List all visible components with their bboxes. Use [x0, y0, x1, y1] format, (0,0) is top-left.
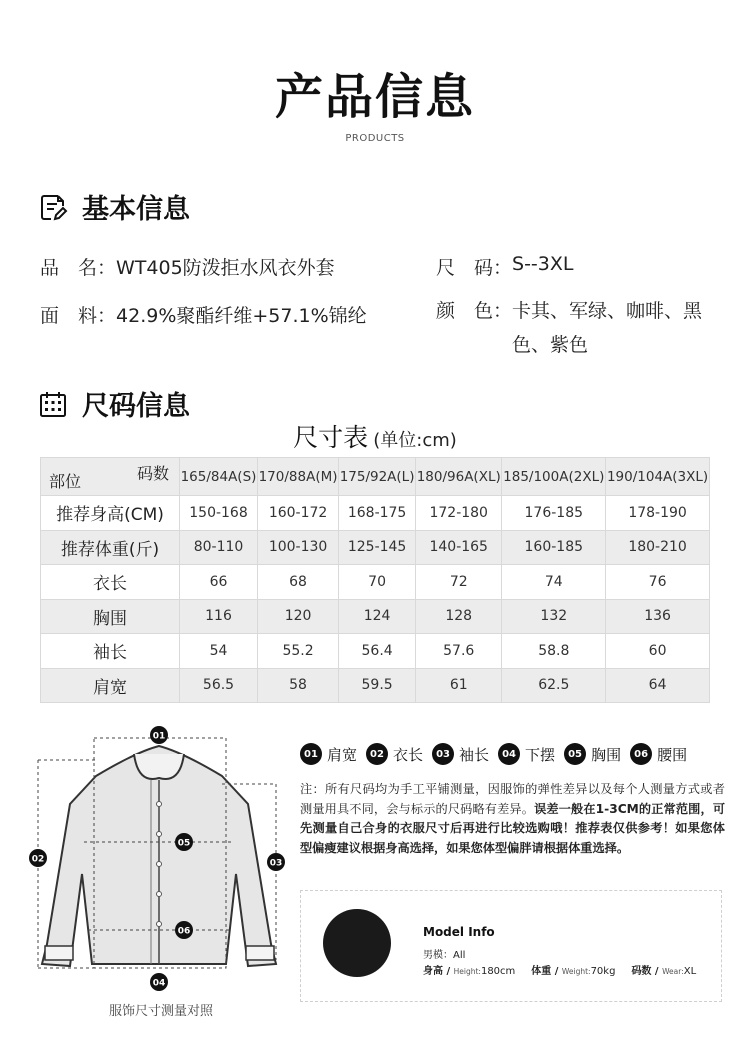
row-label: 胸围	[41, 599, 180, 634]
table-cell: 55.2	[258, 634, 339, 669]
table-cell: 58.8	[502, 634, 606, 669]
table-cell: 58	[258, 668, 339, 703]
size-table	[40, 457, 710, 703]
legend-label: 下摆	[525, 745, 556, 764]
table-cell: 150-168	[180, 496, 258, 531]
size-table-title-text: 尺寸表	[293, 423, 369, 452]
table-cell: 66	[180, 565, 258, 600]
model-avatar	[323, 909, 391, 977]
product-name-value: WT405防泼拒水风衣外套	[116, 257, 335, 279]
size-column-header: 185/100A(2XL)	[502, 458, 606, 496]
legend-label: 袖长	[459, 745, 490, 764]
table-cell: 76	[606, 565, 710, 600]
legend-item	[366, 743, 423, 765]
legend-item	[432, 743, 489, 765]
size-range-label: 尺 码：	[436, 257, 513, 279]
basic-info-heading-text: 基本信息	[82, 194, 190, 225]
table-cell: 120	[258, 599, 339, 634]
table-cell: 64	[606, 668, 710, 703]
jacket-outline	[26, 724, 296, 1004]
table-cell: 178-190	[606, 496, 710, 531]
table-row	[41, 599, 710, 634]
legend-label: 衣长	[393, 745, 424, 764]
table-row	[41, 634, 710, 669]
row-label: 肩宽	[41, 668, 180, 703]
basic-info-heading	[38, 187, 190, 226]
table-cell: 72	[416, 565, 502, 600]
svg-text:01: 01	[152, 731, 166, 742]
marker-05	[175, 833, 193, 851]
color-row	[436, 294, 712, 362]
product-name-label: 品 名：	[40, 257, 117, 279]
legend-item	[498, 743, 555, 765]
table-row	[41, 565, 710, 600]
table-cell: 124	[339, 599, 416, 634]
corner-part-label: 部位	[49, 472, 82, 491]
table-cell: 56.4	[339, 634, 416, 669]
legend-number-badge: 01	[300, 743, 322, 765]
svg-text:04: 04	[152, 978, 166, 989]
size-range-value: S--3XL	[512, 253, 574, 275]
table-row	[41, 530, 710, 565]
fabric-row	[40, 301, 367, 328]
jacket-collar	[134, 754, 184, 779]
legend-label: 肩宽	[327, 745, 358, 764]
right-cuff	[246, 946, 274, 960]
table-cell: 180-210	[606, 530, 710, 565]
fabric-value: 42.9%聚酯纤维+57.1%锦纶	[116, 305, 367, 327]
size-table-title	[0, 418, 750, 454]
corner-size-label: 码数	[136, 464, 169, 483]
row-label: 推荐身高(CM)	[41, 496, 180, 531]
legend-number-badge: 03	[432, 743, 454, 765]
size-column-header: 180/96A(XL)	[416, 458, 502, 496]
size-column-header: 175/92A(L)	[339, 458, 416, 496]
marker-02	[29, 849, 47, 867]
size-table-header-row	[41, 458, 710, 496]
model-height: 身高 / Height:180cm	[423, 966, 516, 977]
measurement-legend	[300, 743, 696, 765]
button	[157, 892, 162, 897]
table-cell: 70	[339, 565, 416, 600]
table-cell: 100-130	[258, 530, 339, 565]
table-cell: 125-145	[339, 530, 416, 565]
color-label: 颜 色：	[436, 300, 513, 322]
row-label: 推荐体重(斤)	[41, 530, 180, 565]
page-subtitle: PRODUCTS	[345, 133, 405, 144]
marker-04	[150, 973, 168, 991]
model-gender: 男模：All	[423, 950, 466, 961]
table-cell: 57.6	[416, 634, 502, 669]
calendar-grid-icon	[38, 389, 68, 419]
size-column-header: 165/84A(S)	[180, 458, 258, 496]
button	[157, 802, 162, 807]
legend-number-badge: 02	[366, 743, 388, 765]
size-column-header: 190/104A(3XL)	[606, 458, 710, 496]
row-label: 袖长	[41, 634, 180, 669]
table-cell: 61	[416, 668, 502, 703]
table-cell: 62.5	[502, 668, 606, 703]
model-weight: 体重 / Weight:70kg	[531, 966, 616, 977]
table-cell: 168-175	[339, 496, 416, 531]
table-cell: 80-110	[180, 530, 258, 565]
marker-06	[175, 921, 193, 939]
table-row	[41, 668, 710, 703]
table-cell: 132	[502, 599, 606, 634]
table-cell: 54	[180, 634, 258, 669]
legend-item	[564, 743, 621, 765]
table-cell: 56.5	[180, 668, 258, 703]
table-cell: 160-172	[258, 496, 339, 531]
size-column-header: 170/88A(M)	[258, 458, 339, 496]
svg-text:03: 03	[269, 858, 283, 869]
fabric-label: 面 料：	[40, 305, 117, 327]
legend-number-badge: 05	[564, 743, 586, 765]
table-cell: 128	[416, 599, 502, 634]
size-range-row	[436, 253, 573, 280]
button	[157, 862, 162, 867]
page-title: 产品信息	[274, 69, 475, 125]
table-cell: 160-185	[502, 530, 606, 565]
left-cuff	[45, 946, 73, 960]
table-cell: 176-185	[502, 496, 606, 531]
row-label: 衣长	[41, 565, 180, 600]
marker-03	[267, 853, 285, 871]
model-stats	[423, 962, 712, 977]
size-table-unit: (单位:cm)	[373, 430, 457, 451]
table-cell: 59.5	[339, 668, 416, 703]
legend-item	[630, 743, 687, 765]
table-cell: 74	[502, 565, 606, 600]
table-cell: 68	[258, 565, 339, 600]
table-cell: 172-180	[416, 496, 502, 531]
document-edit-icon	[38, 192, 68, 222]
note-normal: 注：所有尺码均为手工平铺测量，因服饰的弹性差异以及每个人测量方式或者测量用具不同，会与标示的尺码略有差异。	[300, 782, 725, 816]
button	[157, 832, 162, 837]
svg-text:06: 06	[177, 926, 191, 937]
table-cell: 140-165	[416, 530, 502, 565]
svg-text:02: 02	[31, 854, 45, 865]
diagram-caption: 服饰尺寸测量对照	[108, 1004, 213, 1019]
corner-cell	[41, 458, 180, 496]
legend-label: 胸围	[591, 745, 622, 764]
size-info-heading-text: 尺码信息	[82, 391, 190, 422]
measurement-note	[300, 780, 725, 858]
legend-label: 腰围	[657, 745, 688, 764]
table-row	[41, 496, 710, 531]
button	[157, 922, 162, 927]
legend-number-badge: 06	[630, 743, 652, 765]
garment-diagram	[26, 724, 296, 1024]
product-name-row	[40, 253, 335, 280]
color-value: 卡其、军绿、咖啡、黑色、紫色	[512, 300, 703, 356]
legend-number-badge: 04	[498, 743, 520, 765]
model-info-title: Model Info	[423, 925, 495, 939]
model-info-card	[300, 890, 722, 1002]
marker-01	[150, 726, 168, 744]
model-wear-size: 码数 / Wear:XL	[631, 966, 697, 977]
legend-item	[300, 743, 357, 765]
note-bold: 误差一般在1-3CM的正常范围，可先测量自己合身的衣服尺寸后再进行比较选购哦！推荐表仅供参考！如果您体型偏瘦建议根据身高选择，如果您体型偏胖请根据体重选择。	[300, 801, 726, 855]
table-cell: 60	[606, 634, 710, 669]
table-cell: 136	[606, 599, 710, 634]
table-cell: 116	[180, 599, 258, 634]
svg-text:05: 05	[177, 838, 191, 849]
